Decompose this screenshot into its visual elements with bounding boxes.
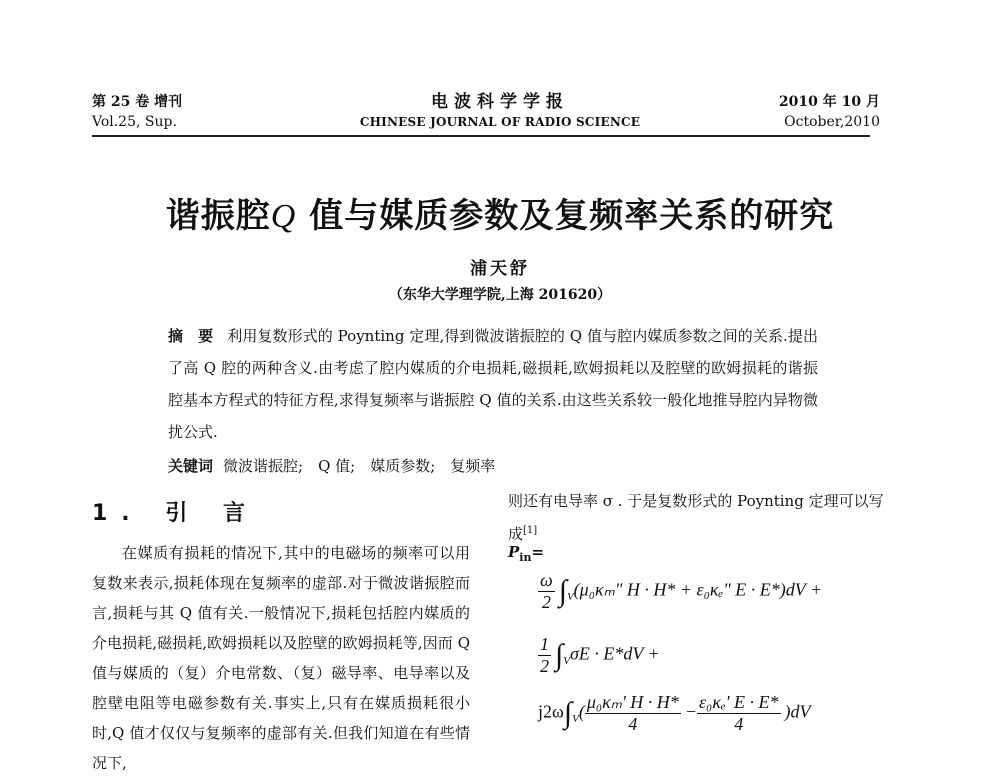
eq3-fraction-1-den: 4 xyxy=(628,714,638,734)
journal-title-en: CHINESE JOURNAL OF RADIO SCIENCE xyxy=(359,115,641,129)
eq3-prefix: j2ω xyxy=(538,701,564,722)
pin-symbol: P xyxy=(508,543,520,561)
integral-sub: V xyxy=(563,655,570,668)
header-date xyxy=(779,92,880,132)
volume-en: Vol.25, Sup. xyxy=(92,114,177,130)
left-paragraph: 在媒质有损耗的情况下,其中的电磁场的频率可以用复数来表示,损耗体现在复频率的虚部.对于微波谐振腔而言,损耗与其 Q 值有关.一般情况下,损耗包括腔内媒质的介电损耗,磁损耗,欧姆损耗以及腔壁的欧姆损耗等,因而 Q 值与媒质的（复）介电常数、（复）磁导率、电导率以及腔壁电阻等电磁参数有关.事实上,只有在媒质损耗很小时,Q 值才仅仅与复频率的虚部有关.但我们知道在有些情况下, xyxy=(92,544,470,772)
volume-cn: 第 25 卷 增刊 xyxy=(92,94,183,110)
title-q: Q xyxy=(270,198,297,235)
integral-sign: ∫ xyxy=(555,638,564,672)
eq1-fraction-num: ω xyxy=(540,570,553,590)
eq2-fraction xyxy=(538,634,551,677)
date-cn: 2010 年 10 月 xyxy=(778,94,880,110)
left-column xyxy=(92,538,470,778)
abstract-label: 摘 要 xyxy=(168,327,214,345)
abstract xyxy=(168,320,818,448)
keywords-label: 关键词 xyxy=(168,457,214,475)
integral-sign: ∫ xyxy=(558,574,567,608)
eq2-fraction-num: 1 xyxy=(540,634,549,654)
eq3-fraction-1 xyxy=(585,692,681,735)
date-en: October,2010 xyxy=(784,114,880,130)
keywords xyxy=(168,455,495,476)
right-column xyxy=(508,486,888,549)
eq1-body: (μ₀κₘ" H · H* + ε₀κₑ" E · E*)dV + xyxy=(573,579,823,600)
eq3-fraction-1-num: μ₀κₘ' H · H* xyxy=(586,692,679,712)
eq3-fraction-2-den: 4 xyxy=(734,714,744,734)
eq1-fraction xyxy=(538,570,555,613)
title-part1: 谐振腔 xyxy=(165,196,271,236)
title-part2: 值与媒质参数及复频率关系的研究 xyxy=(296,196,835,236)
keywords-text: 微波谐振腔; Q 值; 媒质参数; 复频率 xyxy=(223,457,496,475)
paper-title xyxy=(0,188,1000,237)
pin-label xyxy=(508,543,544,564)
equation-line-1 xyxy=(538,570,822,613)
eq2-body: σE · E*dV + xyxy=(569,643,660,664)
integral-sub: V xyxy=(566,591,574,604)
eq3-fraction-2 xyxy=(697,692,781,735)
eq3-fraction-2-num: ε₀κₑ' E · E* xyxy=(698,692,779,712)
affiliation: （东华大学理学院,上海 201620） xyxy=(388,287,612,303)
abstract-text: 利用复数形式的 Poynting 定理,得到微波谐振腔的 Q 值与腔内媒质参数之间的关系.提出了高 Q 腔的两种含义.由考虑了腔内媒质的介电损耗,磁损耗,欧姆损耗以及腔壁的欧姆损耗的谐振腔基本方程式的特征方程,求得复频率与谐振腔 Q 值的关系.由这些关系较一般化地推导腔内异物微扰公式. xyxy=(168,327,818,441)
journal-title-cn: 电波科学学报 xyxy=(431,92,569,112)
integral-sub: V xyxy=(572,713,579,726)
pin-equals: = xyxy=(531,543,545,561)
eq3-suffix: )dV xyxy=(784,701,811,722)
header-rule xyxy=(92,135,870,137)
equation-line-2 xyxy=(538,634,660,677)
eq3-minus: − xyxy=(684,701,697,722)
right-paragraph xyxy=(508,486,888,549)
eq2-fraction-den: 2 xyxy=(540,656,549,676)
right-text: 则还有电导率 σ . 于是复数形式的 Poynting 定理可以写成 xyxy=(508,492,884,543)
eq1-fraction-den: 2 xyxy=(541,592,551,612)
reference-marker: [1] xyxy=(523,525,538,536)
section-heading: 1. 引 言 xyxy=(92,501,259,526)
pin-subscript: in xyxy=(519,551,532,564)
integral-sign: ∫ xyxy=(563,696,573,730)
equation-line-3 xyxy=(538,692,811,735)
eq3-open-paren: ( xyxy=(578,701,585,722)
author: 浦天舒 xyxy=(470,259,530,279)
